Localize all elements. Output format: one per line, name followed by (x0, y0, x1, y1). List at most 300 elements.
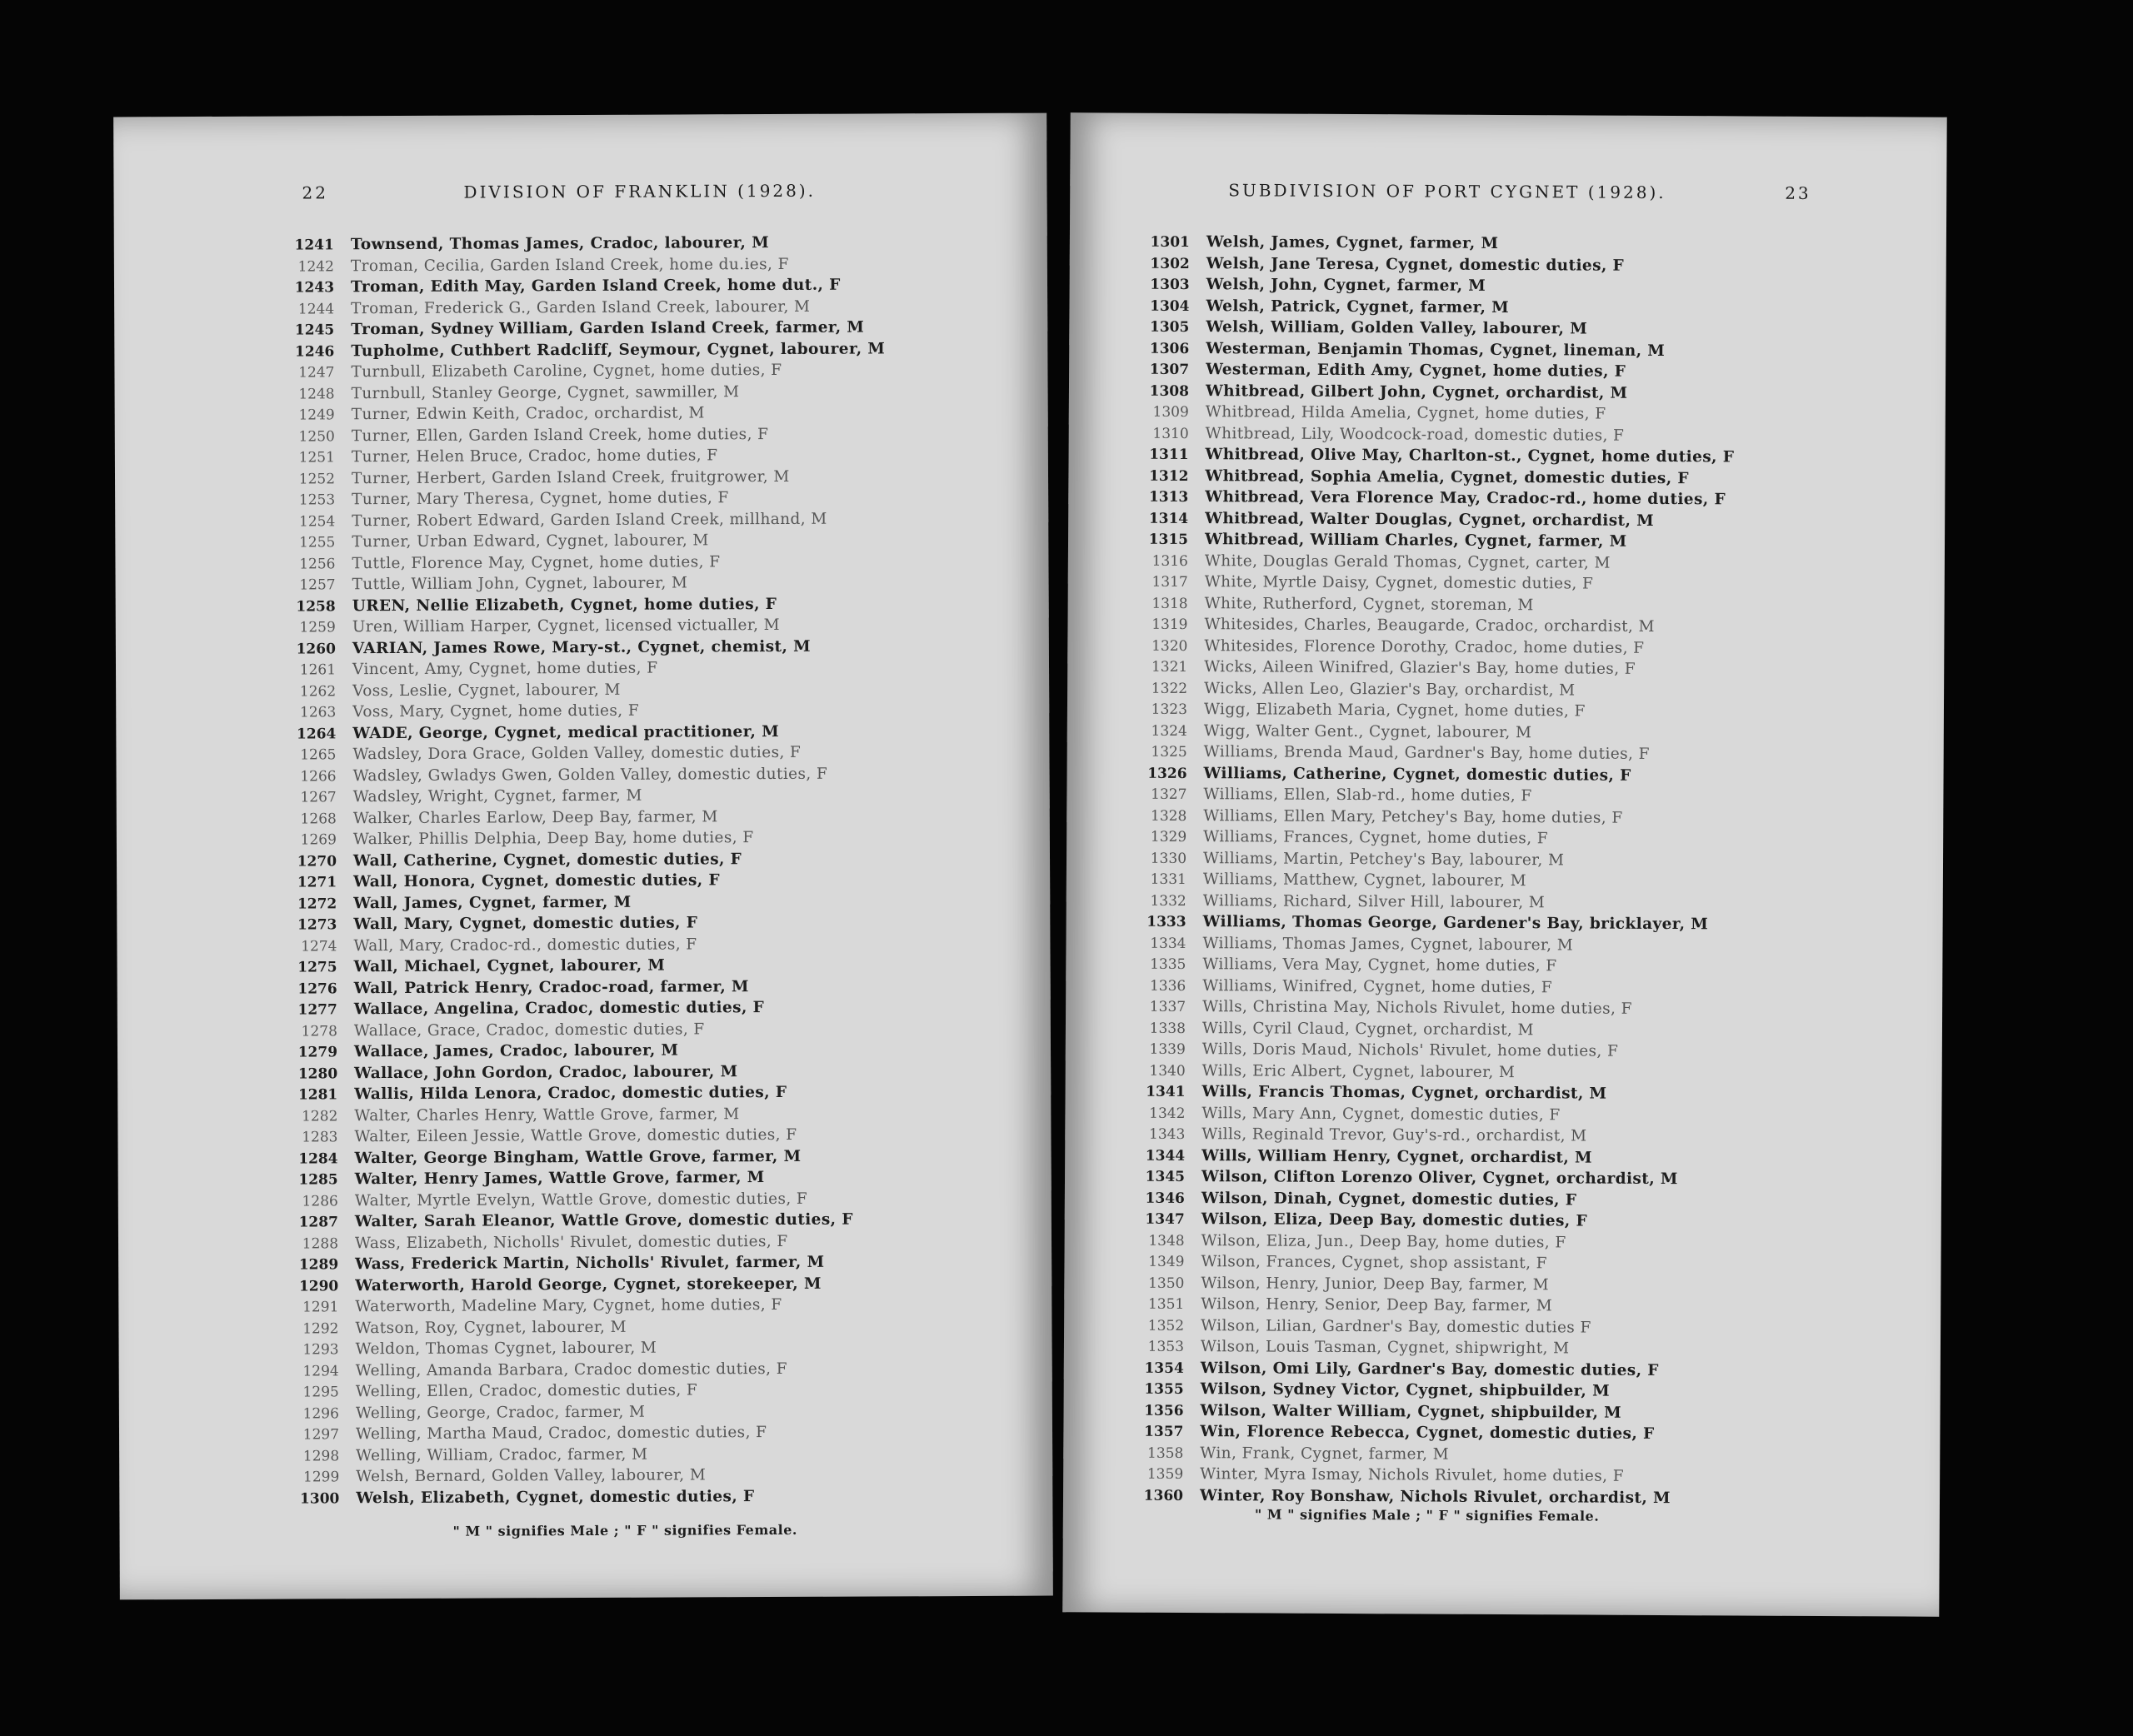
entry-number: 1338 (1149, 1020, 1186, 1037)
entry-text: Troman, Sydney William, Garden Island Creek, farmer, M (351, 318, 865, 339)
list-item (1131, 1294, 1730, 1318)
entry-text: Whitesides, Florence Dorothy, Cradoc, home duties, F (1204, 636, 1645, 657)
list-item (1132, 954, 1731, 978)
list-item (284, 975, 888, 1000)
entry-text: Wilson, Walter William, Cygnet, shipbuilder, M (1200, 1401, 1622, 1422)
entry-text: Whitbread, Sophia Amelia, Cygnet, domestic duties, F (1205, 466, 1690, 487)
entry-text: Wilson, Clifton Lorenzo Oliver, Cygnet, orchardist, M (1201, 1168, 1678, 1189)
entry-number: 1327 (1151, 786, 1187, 804)
entry-text: Wicks, Aileen Winifred, Glazier's Bay, home duties, F (1204, 658, 1636, 678)
entry-text: Whitbread, Lily, Woodcock-road, domestic duties, F (1205, 424, 1625, 445)
list-item (286, 1485, 890, 1509)
entry-number: 1298 (302, 1447, 340, 1464)
entry-text: Williams, Brenda Maud, Gardner's Bay, home duties, F (1203, 743, 1650, 763)
entry-text: White, Douglas Gerald Thomas, Cygnet, carter, M (1204, 551, 1611, 572)
entry-text: Williams, Frances, Cygnet, home duties, F (1203, 828, 1549, 848)
entry-text: Turnbull, Elizabeth Caroline, Cygnet, home duties, F (351, 361, 782, 382)
entry-number: 1290 (298, 1277, 339, 1295)
entry-number: 1348 (1148, 1232, 1185, 1250)
entry-text: Wall, James, Cygnet, farmer, M (353, 893, 632, 912)
entry-text: Turner, Edwin Keith, Cradoc, orchardist, M (351, 404, 705, 424)
list-item (283, 826, 887, 851)
list-item (283, 806, 887, 830)
entry-text: Williams, Matthew, Cygnet, labourer, M (1202, 870, 1527, 890)
entry-text: Wallis, Hilda Lenora, Cradoc, domestic duties, F (354, 1083, 787, 1104)
entry-text: Wilson, Henry, Senior, Deep Bay, farmer, M (1201, 1295, 1553, 1315)
entry-text: Weldon, Thomas Cygnet, labourer, M (355, 1339, 657, 1359)
entry-number: 1306 (1149, 340, 1190, 357)
entry-text: White, Rutherford, Cygnet, storeman, M (1204, 594, 1534, 614)
entry-text: Wills, Cyril Claud, Cygnet, orchardist, M (1201, 1019, 1534, 1039)
entry-number: 1255 (299, 534, 336, 551)
list-item (282, 486, 886, 511)
list-item (1133, 847, 1732, 871)
page-title: SUBDIVISION OF PORT CYGNET (1928). (1228, 180, 1666, 203)
list-item (283, 911, 887, 935)
entry-number: 1292 (302, 1319, 339, 1337)
list-item (285, 1273, 889, 1297)
entry-text: Wadsley, Gwladys Gwen, Golden Valley, domestic duties, F (352, 765, 828, 785)
list-item (282, 466, 886, 490)
entry-number: 1358 (1146, 1444, 1184, 1462)
entry-text: WADE, George, Cygnet, medical practitioner, M (352, 722, 780, 742)
list-item (1132, 996, 1731, 1020)
entry-text: Wills, Doris Maud, Nichols' Rivulet, home duties, F (1201, 1040, 1619, 1060)
list-item (1134, 656, 1733, 681)
entry-text: VARIAN, James Rowe, Mary-st., Cygnet, chemist, M (352, 637, 812, 657)
entry-text: Vincent, Amy, Cygnet, home duties, F (352, 659, 658, 679)
entry-text: Wass, Elizabeth, Nicholls' Rivulet, domestic duties, F (354, 1232, 788, 1252)
entry-text: Wall, Mary, Cygnet, domestic duties, F (353, 914, 698, 934)
list-item (1134, 635, 1733, 659)
entry-number: 1353 (1147, 1338, 1185, 1355)
entry-text: Wall, Catherine, Cygnet, domestic duties, F (352, 850, 742, 870)
entry-text: Williams, Ellen, Slab-rd., home duties, F (1203, 786, 1532, 806)
list-item (1136, 337, 1735, 362)
list-item (1132, 1039, 1731, 1063)
list-item (1134, 614, 1733, 638)
entry-text: Williams, Thomas George, Gardener's Bay, bricklayer, M (1202, 913, 1709, 934)
entry-text: Wigg, Walter Gent., Cygnet, labourer, M (1203, 721, 1532, 741)
list-item (1135, 592, 1734, 616)
list-item (282, 656, 887, 681)
entry-text: Welsh, James, Cygnet, farmer, M (1206, 233, 1499, 252)
list-item (286, 1443, 890, 1467)
list-item (282, 593, 887, 617)
entry-text: Whitbread, Gilbert John, Cygnet, orchardist, M (1205, 382, 1628, 402)
right-page (1062, 112, 1946, 1616)
entry-text: Wilson, Eliza, Deep Bay, domestic duties, F (1201, 1210, 1588, 1230)
entry-number: 1261 (299, 661, 337, 679)
list-item (281, 338, 885, 362)
list-item (286, 1379, 890, 1403)
entry-text: Turner, Urban Edward, Cygnet, labourer, M (352, 531, 709, 551)
entry-text: Williams, Vera May, Cygnet, home duties, F (1202, 955, 1557, 975)
entry-text: Whitbread, Walter Douglas, Cygnet, orchardist, M (1205, 509, 1655, 530)
entry-text: Wilson, Eliza, Jun., Deep Bay, home duties, F (1201, 1231, 1566, 1251)
entry-number: 1254 (298, 512, 336, 530)
entry-number: 1347 (1145, 1210, 1185, 1228)
entry-number: 1321 (1151, 658, 1188, 676)
list-item (283, 890, 887, 915)
entry-number: 1336 (1149, 977, 1186, 995)
list-item (1131, 1102, 1731, 1126)
entry-number: 1297 (302, 1426, 340, 1444)
entry-number: 1310 (1152, 425, 1189, 442)
entry-number: 1265 (300, 746, 337, 764)
entry-text: Troman, Edith May, Garden Island Creek, home dut., F (350, 276, 841, 297)
entry-number: 1289 (298, 1256, 339, 1274)
entry-text: Wilson, Lilian, Gardner's Bay, domestic duties F (1201, 1316, 1591, 1337)
entry-number: 1243 (294, 279, 335, 297)
entry-number: 1281 (297, 1086, 338, 1104)
list-item (282, 402, 886, 426)
entry-text: Williams, Richard, Silver Hill, labourer, M (1202, 891, 1546, 911)
entry-text: Wallace, Grace, Cradoc, domestic duties, F (353, 1020, 705, 1040)
entry-number: 1272 (297, 895, 337, 912)
list-item (282, 551, 886, 575)
list-item (1133, 826, 1732, 851)
list-item (1134, 741, 1733, 766)
list-item (1133, 805, 1732, 829)
list-item (1136, 380, 1735, 404)
list-item (282, 636, 887, 660)
entry-text: Walter, Henry James, Wattle Grove, farmer, M (354, 1169, 765, 1189)
entry-number: 1339 (1149, 1040, 1186, 1058)
entry-number: 1329 (1150, 828, 1187, 846)
footnote: " M " signifies Male ; " F " signifies Female. (1254, 1506, 1600, 1524)
entry-number: 1279 (297, 1044, 338, 1061)
entry-number: 1345 (1145, 1168, 1186, 1185)
entry-text: Welsh, Bernard, Golden Valley, labourer, M (356, 1466, 707, 1486)
entry-number: 1359 (1146, 1465, 1184, 1483)
entry-number: 1349 (1148, 1253, 1185, 1270)
entry-text: Wilson, Omi Lily, Gardner's Bay, domestic duties, F (1200, 1359, 1659, 1379)
entry-number: 1277 (297, 1001, 337, 1019)
page-number: 23 (1785, 182, 1811, 203)
entry-list (281, 232, 891, 1509)
entry-text: Troman, Cecilia, Garden Island Creek, home du.ies, F (350, 255, 789, 275)
entry-text: Turnbull, Stanley George, Cygnet, sawmiller, M (351, 382, 740, 402)
entry-number: 1330 (1150, 850, 1187, 867)
entry-text: Wilson, Louis Tasman, Cygnet, shipwright, M (1200, 1338, 1570, 1358)
entry-text: UREN, Nellie Elizabeth, Cygnet, home duties, F (352, 595, 777, 615)
list-item (282, 741, 887, 766)
list-item (1136, 274, 1736, 298)
entry-number: 1245 (294, 322, 335, 339)
list-item (283, 848, 887, 872)
entry-number: 1352 (1147, 1317, 1185, 1334)
entry-text: Welling, Martha Maud, Cradoc, domestic duties, F (355, 1424, 767, 1444)
list-item (282, 508, 886, 532)
list-item (1132, 1081, 1731, 1105)
list-item (1134, 699, 1733, 723)
entry-number: 1271 (297, 874, 337, 891)
entry-number: 1311 (1149, 446, 1189, 464)
list-item (286, 1421, 890, 1445)
entry-number: 1325 (1151, 743, 1187, 761)
list-item (284, 1103, 888, 1127)
entry-text: Tuttle, William John, Cygnet, labourer, M (352, 574, 688, 594)
entry-text: Wilson, Sydney Victor, Cygnet, shipbuilder, M (1200, 1380, 1611, 1400)
list-item (1136, 317, 1735, 341)
entry-number: 1251 (298, 449, 335, 466)
entry-number: 1264 (296, 725, 337, 742)
list-item (285, 1230, 889, 1255)
entry-text: Welsh, John, Cygnet, farmer, M (1206, 276, 1486, 295)
entry-number: 1263 (299, 704, 337, 721)
entry-number: 1268 (300, 810, 337, 827)
list-item (1130, 1464, 1729, 1488)
entry-text: Welling, William, Cradoc, farmer, M (356, 1445, 648, 1464)
entry-text: Wills, Eric Albert, Cygnet, labourer, M (1201, 1061, 1516, 1081)
entry-text: Walker, Charles Earlow, Deep Bay, farmer, M (352, 807, 718, 827)
entry-number: 1340 (1149, 1062, 1186, 1080)
entry-text: Waterworth, Harold George, Cygnet, storekeeper, M (355, 1275, 822, 1295)
entry-text: Wicks, Allen Leo, Glazier's Bay, orchardist, M (1204, 679, 1576, 699)
list-item (283, 763, 887, 787)
entry-number: 1351 (1147, 1295, 1185, 1313)
entry-text: Win, Frank, Cygnet, farmer, M (1200, 1444, 1450, 1464)
entry-text: Wills, Reginald Trevor, Guy's-rd., orchardist, M (1201, 1125, 1587, 1145)
entry-number: 1315 (1148, 531, 1189, 549)
list-item (1133, 869, 1732, 893)
entry-number: 1337 (1149, 998, 1186, 1015)
entry-text: Troman, Frederick G., Garden Island Creek, labourer, M (351, 297, 811, 317)
list-item (1131, 1251, 1730, 1275)
entry-number: 1242 (297, 257, 334, 275)
list-item (1130, 1484, 1729, 1509)
entry-number: 1280 (297, 1065, 338, 1082)
entry-number: 1357 (1144, 1423, 1184, 1440)
list-item (1131, 1209, 1731, 1233)
list-item (281, 296, 885, 320)
list-item (285, 1188, 889, 1212)
entry-number: 1260 (296, 640, 336, 658)
entry-text: Wass, Frederick Martin, Nicholls' Rivulet, farmer, M (355, 1253, 825, 1274)
entry-number: 1253 (298, 491, 336, 509)
entry-number: 1276 (297, 980, 337, 997)
list-item (282, 571, 887, 596)
entry-number: 1302 (1150, 255, 1190, 272)
entry-text: Voss, Leslie, Cygnet, labourer, M (352, 681, 621, 700)
entry-text: Wall, Mary, Cradoc-rd., domestic duties, F (353, 935, 697, 955)
entry-number: 1308 (1149, 382, 1190, 400)
list-item (1133, 890, 1732, 914)
entry-text: Waterworth, Madeline Mary, Cygnet, home duties, F (355, 1295, 782, 1316)
entry-text: Welsh, William, Golden Valley, labourer, M (1206, 318, 1588, 338)
entry-text: Wall, Honora, Cygnet, domestic duties, F (353, 871, 721, 891)
entry-number: 1319 (1151, 616, 1188, 634)
list-item (1130, 1421, 1729, 1445)
entry-number: 1318 (1151, 595, 1188, 612)
entry-number: 1241 (294, 237, 334, 254)
entry-text: Walker, Phillis Delphia, Deep Bay, home duties, F (352, 829, 754, 849)
list-item (286, 1358, 890, 1382)
list-item (1135, 465, 1734, 489)
entry-number: 1350 (1148, 1275, 1185, 1292)
entry-number: 1246 (294, 342, 335, 361)
entry-number: 1360 (1143, 1487, 1184, 1504)
entry-number: 1341 (1146, 1083, 1186, 1100)
entry-text: Wallace, James, Cradoc, labourer, M (353, 1041, 679, 1061)
list-item (284, 1060, 888, 1085)
entry-number: 1274 (301, 937, 337, 955)
entry-number: 1262 (299, 682, 337, 700)
list-item (1131, 1336, 1730, 1360)
list-item (283, 869, 887, 893)
entry-number: 1288 (302, 1235, 339, 1252)
list-item (1135, 550, 1734, 574)
entry-number: 1247 (298, 364, 335, 382)
entry-text: Welling, George, Cradoc, farmer, M (355, 1403, 646, 1422)
entry-number: 1314 (1148, 510, 1189, 527)
entry-number: 1283 (302, 1129, 338, 1146)
list-item (281, 253, 885, 277)
list-item (1136, 359, 1735, 383)
list-item (285, 1251, 889, 1275)
entry-text: Wills, William Henry, Cygnet, orchardist, M (1201, 1146, 1592, 1167)
entry-text: Winter, Roy Bonshaw, Nichols Rivulet, orchardist, M (1199, 1486, 1671, 1507)
entry-text: Westerman, Edith Amy, Cygnet, home duties, F (1206, 361, 1626, 381)
entry-text: Uren, William Harper, Cygnet, licensed victualler, M (352, 616, 781, 636)
entry-number: 1269 (300, 831, 337, 849)
entry-number: 1333 (1146, 913, 1186, 930)
list-item (283, 784, 887, 808)
list-item (1135, 571, 1734, 596)
entry-number: 1305 (1149, 318, 1190, 337)
entry-text: Wallace, John Gordon, Cradoc, labourer, M (354, 1062, 738, 1082)
entry-number: 1291 (302, 1299, 339, 1316)
entry-number: 1344 (1145, 1147, 1186, 1165)
list-item (285, 1315, 889, 1339)
list-item (1135, 486, 1734, 511)
entry-text: Wadsley, Wright, Cygnet, farmer, M (352, 786, 642, 806)
entry-text: Winter, Myra Ismay, Nichols Rivulet, home duties, F (1200, 1465, 1625, 1485)
entry-number: 1323 (1151, 701, 1188, 719)
list-item (1131, 1230, 1731, 1254)
list-item (282, 423, 886, 447)
entry-text: Tuttle, Florence May, Cygnet, home duties, F (352, 552, 721, 572)
list-item (284, 1124, 888, 1148)
entry-text: Whitbread, William Charles, Cygnet, farmer, M (1204, 531, 1627, 551)
list-item (282, 444, 886, 468)
entry-number: 1303 (1150, 276, 1190, 294)
list-item (282, 529, 886, 553)
entry-text: Williams, Catherine, Cygnet, domestic duties, F (1203, 764, 1631, 785)
entry-text: Welsh, Elizabeth, Cygnet, domestic duties, F (356, 1487, 755, 1507)
entry-number: 1316 (1151, 552, 1188, 570)
entry-number: 1244 (297, 300, 335, 317)
list-item (284, 954, 888, 978)
list-item (285, 1209, 889, 1233)
entry-text: Whitbread, Hilda Amelia, Cygnet, home duties, F (1205, 403, 1606, 423)
entry-text: Walter, Eileen Jessie, Wattle Grove, domestic duties, F (354, 1125, 797, 1146)
entry-text: Turner, Ellen, Garden Island Creek, home duties, F (351, 425, 769, 445)
entry-text: Tupholme, Cuthbert Radcliff, Seymour, Cygnet, labourer, M (351, 339, 886, 360)
page-number: 22 (302, 182, 329, 203)
entry-number: 1326 (1147, 765, 1187, 782)
entry-number: 1258 (296, 597, 336, 616)
entry-number: 1256 (299, 555, 336, 572)
list-item (281, 317, 885, 341)
list-item (281, 359, 885, 383)
entry-number: 1332 (1150, 892, 1186, 910)
list-item (1136, 232, 1736, 256)
list-item (283, 933, 887, 957)
list-item (285, 1166, 889, 1190)
entry-list (1130, 232, 1736, 1509)
entry-text: Wilson, Frances, Cygnet, shop assistant, F (1201, 1253, 1547, 1273)
list-item (282, 678, 887, 702)
entry-number: 1331 (1150, 870, 1186, 888)
list-item (1131, 1187, 1731, 1211)
list-item (1131, 1357, 1730, 1381)
entry-number: 1293 (302, 1341, 339, 1359)
entry-text: Turner, Helen Bruce, Cradoc, home duties, F (351, 446, 718, 466)
entry-number: 1287 (298, 1214, 338, 1231)
entry-text: Wills, Francis Thomas, Cygnet, orchardist, M (1201, 1083, 1607, 1103)
entry-number: 1295 (302, 1384, 339, 1401)
entry-text: Win, Florence Rebecca, Cygnet, domestic duties, F (1200, 1423, 1655, 1443)
entry-number: 1334 (1150, 935, 1186, 952)
entry-number: 1296 (302, 1404, 339, 1422)
entry-number: 1324 (1151, 722, 1187, 740)
entry-number: 1313 (1148, 488, 1189, 506)
entry-text: Welling, Amanda Barbara, Cradoc domestic duties, F (355, 1359, 787, 1379)
entry-text: Walter, Myrtle Evelyn, Wattle Grove, domestic duties, F (354, 1190, 808, 1210)
entry-number: 1300 (299, 1489, 340, 1507)
entry-text: Turner, Mary Theresa, Cygnet, home duties, F (352, 489, 729, 509)
entry-text: Wills, Christina May, Nichols Rivulet, home duties, F (1202, 998, 1632, 1018)
list-item (282, 381, 886, 405)
list-item (1131, 1166, 1731, 1190)
entry-number: 1249 (298, 407, 335, 424)
list-item (282, 699, 887, 723)
list-item (1135, 507, 1734, 531)
page-title: DIVISION OF FRANKLIN (1928). (463, 180, 817, 202)
entry-text: Walter, Sarah Eleanor, Wattle Grove, domestic duties, F (354, 1210, 853, 1231)
list-item (1131, 1314, 1730, 1339)
list-item (286, 1400, 890, 1424)
entry-number: 1312 (1149, 467, 1189, 485)
entry-text: Wallace, Angelina, Cradoc, domestic duties, F (353, 999, 765, 1019)
entry-text: Williams, Ellen Mary, Petchey's Bay, home duties, F (1203, 806, 1623, 827)
entry-number: 1309 (1152, 403, 1189, 422)
entry-number: 1301 (1150, 233, 1190, 252)
entry-number: 1273 (297, 916, 337, 934)
entry-text: Watson, Roy, Cygnet, labourer, M (355, 1318, 627, 1337)
list-item (284, 1081, 888, 1105)
entry-text: Wilson, Dinah, Cygnet, domestic duties, F (1201, 1189, 1577, 1209)
entry-number: 1304 (1150, 297, 1190, 315)
entry-number: 1307 (1149, 361, 1190, 379)
entry-number: 1267 (300, 789, 337, 806)
entry-number: 1328 (1150, 807, 1187, 825)
list-item (284, 1018, 888, 1042)
entry-number: 1356 (1144, 1402, 1184, 1419)
entry-text: Welsh, Patrick, Cygnet, farmer, M (1206, 297, 1510, 317)
list-item (1134, 720, 1733, 744)
entry-number: 1248 (298, 385, 335, 402)
entry-text: Wigg, Elizabeth Maria, Cygnet, home duties, F (1203, 701, 1586, 721)
entry-text: Whitbread, Vera Florence May, Cradoc-rd., home duties, F (1205, 488, 1726, 509)
list-item (1131, 1124, 1731, 1148)
list-item (1131, 1145, 1731, 1169)
list-item (1132, 975, 1731, 999)
list-item (1132, 932, 1731, 956)
entry-number: 1343 (1148, 1125, 1186, 1143)
